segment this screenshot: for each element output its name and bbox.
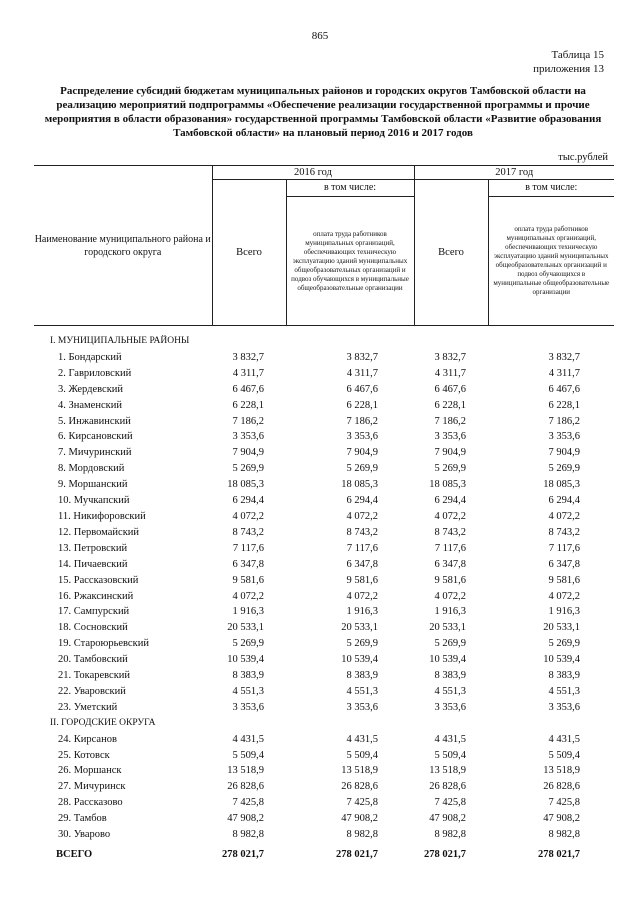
value-cell: 4 431,5 — [434, 733, 466, 745]
value-cell: 4 311,7 — [232, 367, 264, 379]
value-cell: 6 294,4 — [232, 495, 264, 507]
value-cell: 10 539,4 — [429, 654, 466, 666]
district-name: 1. Бондарский — [58, 351, 122, 363]
district-name: 17. Сампурский — [58, 606, 130, 618]
value-cell: 9 581,6 — [232, 574, 264, 586]
total-value: 278 021,7 — [336, 849, 378, 860]
value-cell: 7 904,9 — [232, 447, 264, 459]
value-cell: 20 533,1 — [429, 622, 466, 634]
value-cell: 6 347,8 — [548, 558, 580, 570]
value-cell: 7 186,2 — [548, 415, 580, 427]
district-name: 4. Знаменский — [58, 399, 122, 411]
district-name: 11. Никифоровский — [58, 510, 146, 522]
district-name: 20. Тамбовский — [58, 654, 128, 666]
table-row — [34, 604, 614, 620]
value-cell: 3 353,6 — [548, 701, 580, 713]
column-header-name: Наименование муниципального района и городского округа — [34, 166, 212, 326]
table-row — [34, 684, 614, 700]
value-cell: 6 347,8 — [434, 558, 466, 570]
district-name: 25. Котовск — [58, 749, 110, 761]
value-cell: 7 425,8 — [548, 797, 580, 809]
value-cell: 5 269,9 — [232, 463, 264, 475]
value-cell: 7 904,9 — [548, 447, 580, 459]
value-cell: 4 431,5 — [548, 733, 580, 745]
value-cell: 8 743,2 — [548, 526, 580, 538]
value-cell: 4 431,5 — [232, 733, 264, 745]
table-row — [34, 414, 614, 430]
value-cell: 7 117,6 — [434, 542, 466, 554]
district-name: 18. Сосновский — [58, 622, 128, 634]
value-cell: 5 269,9 — [434, 638, 466, 650]
district-name: 24. Кирсанов — [58, 733, 117, 745]
value-cell: 26 828,6 — [543, 781, 580, 793]
district-name: 23. Уметский — [58, 701, 118, 713]
value-cell: 6 467,6 — [434, 383, 466, 395]
value-cell: 1 916,3 — [346, 606, 378, 618]
value-cell: 4 072,2 — [232, 590, 264, 602]
unit-label: тыс.рублей — [558, 152, 608, 163]
value-cell: 10 539,4 — [543, 654, 580, 666]
value-cell: 6 347,8 — [346, 558, 378, 570]
district-name: 15. Рассказовский — [58, 574, 139, 586]
value-cell: 4 072,2 — [548, 590, 580, 602]
value-cell: 3 353,6 — [232, 431, 264, 443]
table-row — [34, 827, 614, 843]
value-cell: 26 828,6 — [429, 781, 466, 793]
table-reference — [533, 48, 604, 76]
value-cell: 4 431,5 — [346, 733, 378, 745]
district-name: 29. Тамбов — [58, 813, 107, 825]
table-row — [34, 620, 614, 636]
value-cell: 4 072,2 — [346, 590, 378, 602]
table-row — [34, 493, 614, 509]
value-cell: 18 085,3 — [341, 479, 378, 491]
table-row — [34, 668, 614, 684]
table-row — [34, 541, 614, 557]
value-cell: 3 353,6 — [346, 431, 378, 443]
value-cell: 8 982,8 — [232, 829, 264, 841]
table-row — [34, 652, 614, 668]
value-cell: 8 743,2 — [232, 526, 264, 538]
table-row — [34, 573, 614, 589]
value-cell: 3 832,7 — [434, 351, 466, 363]
value-cell: 4 072,2 — [346, 510, 378, 522]
value-cell: 3 832,7 — [346, 351, 378, 363]
column-header-purpose-2016: оплата труда работников муниципальных организаций, обеспечивающих техническую эксплуатацию зданий муниципальных общеобразовательных организаций и подвоз обучающихся в муниципальные общеобразовательные организации — [286, 197, 414, 326]
value-cell: 13 518,9 — [429, 765, 466, 777]
value-cell: 8 383,9 — [434, 670, 466, 682]
section-title: I. МУНИЦИПАЛЬНЫЕ РАЙОНЫ — [50, 336, 190, 346]
value-cell: 5 269,9 — [346, 638, 378, 650]
table-row — [34, 350, 614, 366]
table-row — [34, 589, 614, 605]
value-cell: 1 916,3 — [434, 606, 466, 618]
table-row — [34, 382, 614, 398]
value-cell: 6 467,6 — [232, 383, 264, 395]
table-header — [34, 166, 614, 326]
value-cell: 1 916,3 — [548, 606, 580, 618]
table-row — [34, 811, 614, 827]
appendix-label: приложения 13 — [533, 63, 604, 75]
value-cell: 3 353,6 — [434, 701, 466, 713]
value-cell: 3 353,6 — [346, 701, 378, 713]
table-body — [34, 326, 614, 868]
table-row — [34, 429, 614, 445]
district-name: 3. Жердевский — [58, 383, 124, 395]
table-row — [34, 445, 614, 461]
column-header-including-2016: в том числе: — [286, 180, 414, 197]
page-number: 865 — [311, 30, 329, 42]
value-cell: 7 425,8 — [346, 797, 378, 809]
value-cell: 4 551,3 — [232, 685, 264, 697]
value-cell: 7 904,9 — [346, 447, 378, 459]
table-row — [34, 477, 614, 493]
district-name: 7. Мичуринский — [58, 447, 132, 459]
value-cell: 8 743,2 — [346, 526, 378, 538]
column-header-2017: 2017 год — [414, 166, 614, 180]
value-cell: 8 743,2 — [434, 526, 466, 538]
value-cell: 4 072,2 — [548, 510, 580, 522]
value-cell: 7 186,2 — [346, 415, 378, 427]
district-name: 22. Уваровский — [58, 685, 126, 697]
value-cell: 4 311,7 — [346, 367, 378, 379]
section-row — [34, 716, 614, 732]
value-cell: 7 117,6 — [346, 542, 378, 554]
value-cell: 4 311,7 — [548, 367, 580, 379]
table-row — [34, 748, 614, 764]
value-cell: 26 828,6 — [341, 781, 378, 793]
table-row — [34, 700, 614, 716]
value-cell: 47 908,2 — [543, 813, 580, 825]
value-cell: 7 425,8 — [434, 797, 466, 809]
table-row — [34, 732, 614, 748]
value-cell: 4 551,3 — [548, 685, 580, 697]
value-cell: 4 072,2 — [232, 510, 264, 522]
value-cell: 6 294,4 — [548, 495, 580, 507]
column-header-purpose-2017: оплата труда работников муниципальных организаций, обеспечивающих техническую эксплуатацию зданий муниципальных общеобразовательных организаций и подвоз обучающихся в муниципальные общеобразовательные организации — [488, 197, 614, 326]
value-cell: 6 228,1 — [232, 399, 264, 411]
value-cell: 8 383,9 — [548, 670, 580, 682]
district-name: 5. Инжавинский — [58, 415, 131, 427]
value-cell: 20 533,1 — [227, 622, 264, 634]
value-cell: 1 916,3 — [232, 606, 264, 618]
value-cell: 9 581,6 — [548, 574, 580, 586]
table-row — [34, 525, 614, 541]
total-label: ВСЕГО — [56, 849, 93, 860]
value-cell: 18 085,3 — [429, 479, 466, 491]
table-row — [34, 557, 614, 573]
value-cell: 47 908,2 — [341, 813, 378, 825]
value-cell: 5 269,9 — [232, 638, 264, 650]
district-name: 6. Кирсановский — [58, 431, 133, 443]
district-name: 28. Рассказово — [58, 797, 123, 809]
value-cell: 4 072,2 — [434, 510, 466, 522]
district-name: 30. Уварово — [58, 829, 111, 841]
table-row — [34, 763, 614, 779]
value-cell: 5 509,4 — [434, 749, 466, 761]
value-cell: 3 353,6 — [434, 431, 466, 443]
value-cell: 6 294,4 — [434, 495, 466, 507]
value-cell: 9 581,6 — [434, 574, 466, 586]
value-cell: 9 581,6 — [346, 574, 378, 586]
value-cell: 6 294,4 — [346, 495, 378, 507]
section-title: II. ГОРОДСКИЕ ОКРУГА — [50, 717, 156, 728]
value-cell: 8 383,9 — [346, 670, 378, 682]
value-cell: 5 509,4 — [346, 749, 378, 761]
spacer-row — [34, 326, 614, 335]
value-cell: 8 383,9 — [232, 670, 264, 682]
table-row — [34, 779, 614, 795]
value-cell: 6 228,1 — [346, 399, 378, 411]
value-cell: 8 982,8 — [346, 829, 378, 841]
value-cell: 4 551,3 — [434, 685, 466, 697]
value-cell: 18 085,3 — [543, 479, 580, 491]
value-cell: 5 269,9 — [346, 463, 378, 475]
district-name: 27. Мичуринск — [58, 781, 126, 793]
value-cell: 26 828,6 — [227, 781, 264, 793]
value-cell: 7 186,2 — [232, 415, 264, 427]
value-cell: 6 228,1 — [434, 399, 466, 411]
district-name: 13. Петровский — [58, 542, 128, 554]
value-cell: 47 908,2 — [429, 813, 466, 825]
value-cell: 7 904,9 — [434, 447, 466, 459]
value-cell: 4 311,7 — [434, 367, 466, 379]
column-header-total-2016: Всего — [212, 180, 286, 326]
table-label: Таблица 15 — [551, 49, 604, 61]
district-name: 16. Ржаксинский — [58, 590, 134, 602]
section-row — [34, 334, 614, 350]
value-cell: 10 539,4 — [227, 654, 264, 666]
value-cell: 3 353,6 — [548, 431, 580, 443]
column-header-2016: 2016 год — [212, 166, 414, 180]
value-cell: 20 533,1 — [543, 622, 580, 634]
table-row — [34, 636, 614, 652]
subsidy-table — [34, 165, 614, 867]
district-name: 12. Первомайский — [58, 526, 140, 538]
value-cell: 4 551,3 — [346, 685, 378, 697]
district-name: 26. Моршанск — [58, 765, 122, 777]
value-cell: 5 269,9 — [434, 463, 466, 475]
value-cell: 4 072,2 — [434, 590, 466, 602]
total-value: 278 021,7 — [222, 849, 264, 860]
value-cell: 7 117,6 — [548, 542, 580, 554]
column-header-total-2017: Всего — [414, 180, 488, 326]
total-value: 278 021,7 — [538, 849, 580, 860]
table-row — [34, 509, 614, 525]
value-cell: 8 982,8 — [434, 829, 466, 841]
value-cell: 20 533,1 — [341, 622, 378, 634]
value-cell: 10 539,4 — [341, 654, 378, 666]
value-cell: 18 085,3 — [227, 479, 264, 491]
district-name: 14. Пичаевский — [58, 558, 128, 570]
value-cell: 47 908,2 — [227, 813, 264, 825]
district-name: 2. Гавриловский — [58, 367, 132, 379]
district-name: 8. Мордовский — [58, 463, 125, 475]
table-row — [34, 366, 614, 382]
table-row — [34, 398, 614, 414]
table-row — [34, 795, 614, 811]
district-name: 21. Токаревский — [58, 670, 131, 682]
value-cell: 7 425,8 — [232, 797, 264, 809]
value-cell: 6 228,1 — [548, 399, 580, 411]
value-cell: 8 982,8 — [548, 829, 580, 841]
value-cell: 13 518,9 — [341, 765, 378, 777]
total-value: 278 021,7 — [424, 849, 466, 860]
document-title: Распределение субсидий бюджетам муниципальных районов и городских округов Тамбовской области на реализацию мероприятий подпрограммы «Обеспечение реализации государственной программы и прочие мероприятия в области образования» государственной программы Тамбовской области «Развитие образования Тамбовской области» на плановый период 2016 и 2017 годов — [44, 85, 602, 139]
column-header-including-2017: в том числе: — [488, 180, 614, 197]
value-cell: 5 269,9 — [548, 638, 580, 650]
value-cell: 6 347,8 — [232, 558, 264, 570]
value-cell: 7 117,6 — [232, 542, 264, 554]
value-cell: 3 832,7 — [232, 351, 264, 363]
total-row — [34, 843, 614, 867]
value-cell: 5 269,9 — [548, 463, 580, 475]
value-cell: 3 832,7 — [548, 351, 580, 363]
district-name: 10. Мучкапский — [58, 495, 130, 507]
value-cell: 7 186,2 — [434, 415, 466, 427]
value-cell: 13 518,9 — [543, 765, 580, 777]
district-name: 19. Староюрьевский — [58, 638, 149, 650]
value-cell: 5 509,4 — [232, 749, 264, 761]
value-cell: 6 467,6 — [548, 383, 580, 395]
value-cell: 3 353,6 — [232, 701, 264, 713]
table-row — [34, 461, 614, 477]
value-cell: 6 467,6 — [346, 383, 378, 395]
district-name: 9. Моршанский — [58, 479, 128, 491]
value-cell: 13 518,9 — [227, 765, 264, 777]
value-cell: 5 509,4 — [548, 749, 580, 761]
